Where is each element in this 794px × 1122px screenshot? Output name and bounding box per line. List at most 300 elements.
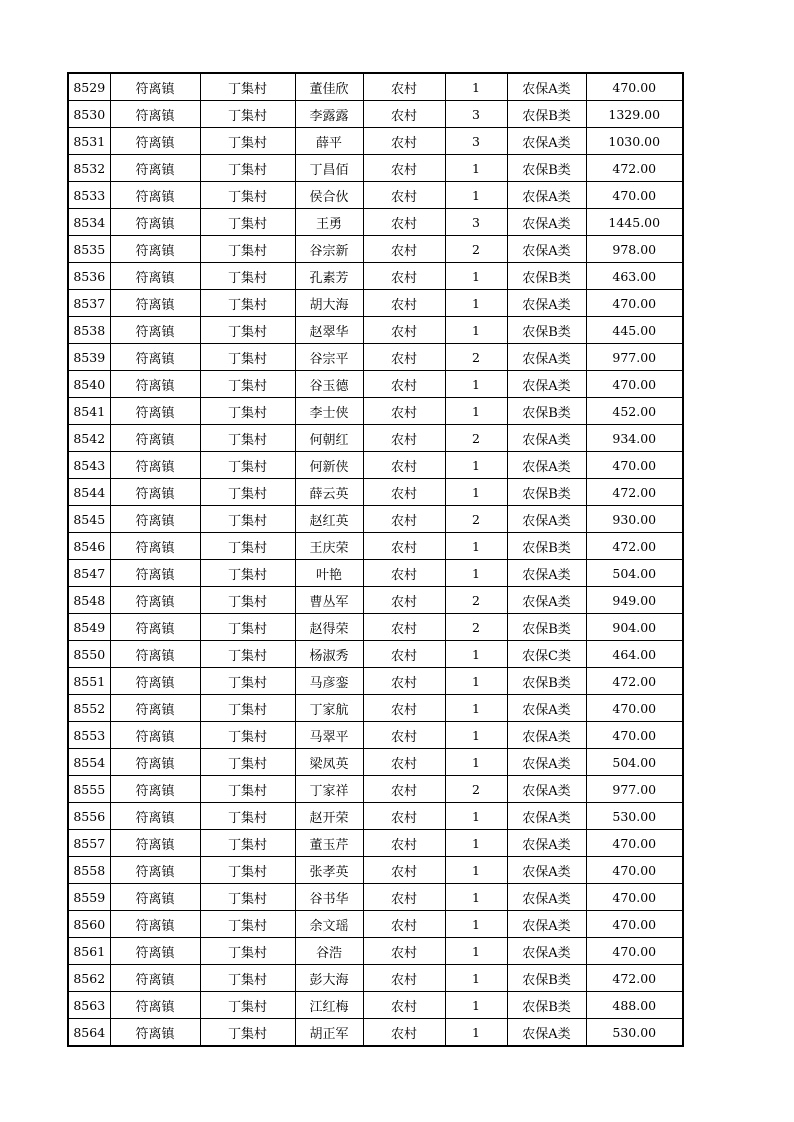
cell-count: 1: [445, 722, 507, 749]
cell-seq: 8535: [68, 236, 110, 263]
cell-village: 丁集村: [200, 803, 295, 830]
cell-category: 农保A类: [507, 803, 586, 830]
cell-seq: 8534: [68, 209, 110, 236]
cell-village: 丁集村: [200, 101, 295, 128]
cell-village: 丁集村: [200, 884, 295, 911]
cell-count: 3: [445, 209, 507, 236]
cell-type: 农村: [363, 776, 445, 803]
cell-category: 农保A类: [507, 749, 586, 776]
cell-seq: 8539: [68, 344, 110, 371]
cell-town: 符离镇: [110, 884, 200, 911]
table-row: [68, 830, 683, 857]
cell-count: 1: [445, 263, 507, 290]
cell-village: 丁集村: [200, 479, 295, 506]
cell-seq: 8546: [68, 533, 110, 560]
table-row: [68, 425, 683, 452]
cell-village: 丁集村: [200, 614, 295, 641]
cell-seq: 8559: [68, 884, 110, 911]
cell-name: 谷宗平: [295, 344, 363, 371]
cell-type: 农村: [363, 263, 445, 290]
cell-name: 赵红英: [295, 506, 363, 533]
cell-name: 张孝英: [295, 857, 363, 884]
cell-town: 符离镇: [110, 398, 200, 425]
cell-category: 农保A类: [507, 506, 586, 533]
table-row: [68, 884, 683, 911]
cell-village: 丁集村: [200, 992, 295, 1019]
cell-seq: 8529: [68, 73, 110, 101]
cell-name: 谷宗新: [295, 236, 363, 263]
cell-town: 符离镇: [110, 479, 200, 506]
cell-count: 1: [445, 533, 507, 560]
cell-type: 农村: [363, 290, 445, 317]
cell-count: 1: [445, 479, 507, 506]
cell-name: 何朝红: [295, 425, 363, 452]
cell-category: 农保A类: [507, 73, 586, 101]
cell-village: 丁集村: [200, 533, 295, 560]
cell-category: 农保B类: [507, 263, 586, 290]
table-row: [68, 965, 683, 992]
cell-category: 农保B类: [507, 965, 586, 992]
cell-town: 符离镇: [110, 371, 200, 398]
cell-type: 农村: [363, 506, 445, 533]
cell-name: 丁家航: [295, 695, 363, 722]
cell-amount: 470.00: [586, 371, 683, 398]
cell-count: 1: [445, 398, 507, 425]
cell-type: 农村: [363, 155, 445, 182]
cell-amount: 464.00: [586, 641, 683, 668]
cell-amount: 470.00: [586, 695, 683, 722]
cell-seq: 8537: [68, 290, 110, 317]
table-row: [68, 73, 683, 101]
cell-type: 农村: [363, 479, 445, 506]
cell-town: 符离镇: [110, 344, 200, 371]
cell-category: 农保A类: [507, 1019, 586, 1047]
cell-town: 符离镇: [110, 182, 200, 209]
cell-category: 农保B类: [507, 101, 586, 128]
cell-village: 丁集村: [200, 263, 295, 290]
cell-type: 农村: [363, 884, 445, 911]
cell-category: 农保B类: [507, 479, 586, 506]
cell-category: 农保B类: [507, 155, 586, 182]
cell-seq: 8555: [68, 776, 110, 803]
cell-village: 丁集村: [200, 965, 295, 992]
cell-count: 2: [445, 425, 507, 452]
cell-name: 胡大海: [295, 290, 363, 317]
data-table: [67, 72, 684, 1047]
cell-count: 1: [445, 695, 507, 722]
cell-name: 薛云英: [295, 479, 363, 506]
cell-name: 丁昌佰: [295, 155, 363, 182]
cell-category: 农保A类: [507, 290, 586, 317]
cell-amount: 445.00: [586, 317, 683, 344]
table-row: [68, 722, 683, 749]
cell-count: 1: [445, 857, 507, 884]
cell-type: 农村: [363, 128, 445, 155]
cell-amount: 978.00: [586, 236, 683, 263]
cell-type: 农村: [363, 344, 445, 371]
table-row: [68, 749, 683, 776]
cell-category: 农保A类: [507, 560, 586, 587]
cell-count: 1: [445, 1019, 507, 1047]
cell-name: 谷浩: [295, 938, 363, 965]
cell-type: 农村: [363, 722, 445, 749]
cell-village: 丁集村: [200, 1019, 295, 1047]
cell-name: 胡正军: [295, 1019, 363, 1047]
cell-name: 马彦銮: [295, 668, 363, 695]
cell-amount: 470.00: [586, 911, 683, 938]
cell-town: 符离镇: [110, 1019, 200, 1047]
cell-count: 1: [445, 668, 507, 695]
table-row: [68, 182, 683, 209]
cell-seq: 8564: [68, 1019, 110, 1047]
cell-seq: 8551: [68, 668, 110, 695]
cell-count: 1: [445, 371, 507, 398]
cell-category: 农保A类: [507, 128, 586, 155]
cell-category: 农保B类: [507, 614, 586, 641]
table-row: [68, 101, 683, 128]
cell-count: 2: [445, 776, 507, 803]
cell-category: 农保B类: [507, 992, 586, 1019]
cell-seq: 8540: [68, 371, 110, 398]
cell-name: 王庆荣: [295, 533, 363, 560]
cell-town: 符离镇: [110, 209, 200, 236]
cell-seq: 8538: [68, 317, 110, 344]
cell-count: 1: [445, 73, 507, 101]
cell-type: 农村: [363, 749, 445, 776]
cell-type: 农村: [363, 452, 445, 479]
cell-type: 农村: [363, 182, 445, 209]
cell-name: 谷玉德: [295, 371, 363, 398]
cell-amount: 472.00: [586, 965, 683, 992]
cell-village: 丁集村: [200, 668, 295, 695]
cell-seq: 8557: [68, 830, 110, 857]
cell-count: 2: [445, 587, 507, 614]
cell-town: 符离镇: [110, 857, 200, 884]
cell-amount: 904.00: [586, 614, 683, 641]
cell-amount: 472.00: [586, 155, 683, 182]
cell-amount: 930.00: [586, 506, 683, 533]
cell-count: 1: [445, 290, 507, 317]
cell-type: 农村: [363, 830, 445, 857]
cell-count: 1: [445, 830, 507, 857]
cell-type: 农村: [363, 371, 445, 398]
cell-amount: 977.00: [586, 344, 683, 371]
cell-seq: 8550: [68, 641, 110, 668]
cell-town: 符离镇: [110, 101, 200, 128]
cell-count: 1: [445, 749, 507, 776]
cell-village: 丁集村: [200, 560, 295, 587]
cell-seq: 8556: [68, 803, 110, 830]
cell-name: 马翠平: [295, 722, 363, 749]
cell-amount: 504.00: [586, 749, 683, 776]
table-row: [68, 587, 683, 614]
cell-town: 符离镇: [110, 128, 200, 155]
cell-count: 1: [445, 155, 507, 182]
cell-amount: 470.00: [586, 452, 683, 479]
cell-town: 符离镇: [110, 641, 200, 668]
cell-type: 农村: [363, 425, 445, 452]
table-row: [68, 263, 683, 290]
cell-village: 丁集村: [200, 641, 295, 668]
cell-type: 农村: [363, 317, 445, 344]
cell-name: 梁凤英: [295, 749, 363, 776]
cell-seq: 8552: [68, 695, 110, 722]
cell-amount: 472.00: [586, 533, 683, 560]
table-row: [68, 803, 683, 830]
cell-amount: 530.00: [586, 803, 683, 830]
cell-town: 符离镇: [110, 452, 200, 479]
cell-type: 农村: [363, 695, 445, 722]
cell-town: 符离镇: [110, 803, 200, 830]
cell-type: 农村: [363, 938, 445, 965]
cell-category: 农保A类: [507, 722, 586, 749]
table-row: [68, 155, 683, 182]
cell-name: 董佳欣: [295, 73, 363, 101]
cell-amount: 472.00: [586, 479, 683, 506]
cell-seq: 8563: [68, 992, 110, 1019]
cell-amount: 934.00: [586, 425, 683, 452]
cell-category: 农保A类: [507, 695, 586, 722]
cell-town: 符离镇: [110, 236, 200, 263]
cell-village: 丁集村: [200, 128, 295, 155]
table-row: [68, 533, 683, 560]
cell-name: 谷书华: [295, 884, 363, 911]
cell-amount: 470.00: [586, 857, 683, 884]
cell-category: 农保A类: [507, 938, 586, 965]
cell-village: 丁集村: [200, 155, 295, 182]
cell-name: 叶艳: [295, 560, 363, 587]
cell-seq: 8554: [68, 749, 110, 776]
table-row: [68, 938, 683, 965]
cell-count: 1: [445, 911, 507, 938]
cell-seq: 8548: [68, 587, 110, 614]
cell-village: 丁集村: [200, 398, 295, 425]
cell-type: 农村: [363, 73, 445, 101]
cell-village: 丁集村: [200, 290, 295, 317]
cell-village: 丁集村: [200, 317, 295, 344]
cell-amount: 977.00: [586, 776, 683, 803]
cell-name: 江红梅: [295, 992, 363, 1019]
cell-type: 农村: [363, 560, 445, 587]
cell-name: 何新侠: [295, 452, 363, 479]
cell-town: 符离镇: [110, 992, 200, 1019]
cell-category: 农保B类: [507, 533, 586, 560]
cell-town: 符离镇: [110, 695, 200, 722]
cell-seq: 8533: [68, 182, 110, 209]
cell-count: 1: [445, 182, 507, 209]
cell-amount: 949.00: [586, 587, 683, 614]
cell-type: 农村: [363, 641, 445, 668]
cell-village: 丁集村: [200, 209, 295, 236]
table-row: [68, 398, 683, 425]
cell-town: 符离镇: [110, 317, 200, 344]
cell-town: 符离镇: [110, 938, 200, 965]
cell-village: 丁集村: [200, 506, 295, 533]
cell-count: 1: [445, 884, 507, 911]
table-row: [68, 236, 683, 263]
cell-village: 丁集村: [200, 695, 295, 722]
cell-count: 1: [445, 965, 507, 992]
cell-category: 农保A类: [507, 884, 586, 911]
cell-count: 3: [445, 101, 507, 128]
cell-seq: 8558: [68, 857, 110, 884]
cell-name: 丁家祥: [295, 776, 363, 803]
cell-village: 丁集村: [200, 587, 295, 614]
cell-category: 农保A类: [507, 587, 586, 614]
cell-town: 符离镇: [110, 722, 200, 749]
cell-town: 符离镇: [110, 155, 200, 182]
table-row: [68, 992, 683, 1019]
table-row: [68, 344, 683, 371]
cell-count: 2: [445, 506, 507, 533]
cell-town: 符离镇: [110, 776, 200, 803]
cell-seq: 8560: [68, 911, 110, 938]
cell-town: 符离镇: [110, 614, 200, 641]
cell-count: 1: [445, 938, 507, 965]
cell-type: 农村: [363, 398, 445, 425]
cell-category: 农保B类: [507, 398, 586, 425]
cell-seq: 8547: [68, 560, 110, 587]
cell-amount: 472.00: [586, 668, 683, 695]
table-row: [68, 479, 683, 506]
cell-count: 1: [445, 641, 507, 668]
cell-count: 2: [445, 614, 507, 641]
cell-type: 农村: [363, 803, 445, 830]
cell-amount: 452.00: [586, 398, 683, 425]
cell-village: 丁集村: [200, 911, 295, 938]
cell-type: 农村: [363, 992, 445, 1019]
table-row: [68, 668, 683, 695]
cell-type: 农村: [363, 101, 445, 128]
cell-count: 2: [445, 236, 507, 263]
cell-amount: 1030.00: [586, 128, 683, 155]
cell-name: 薛平: [295, 128, 363, 155]
cell-category: 农保B类: [507, 668, 586, 695]
cell-name: 孔素芳: [295, 263, 363, 290]
cell-name: 李士侠: [295, 398, 363, 425]
cell-village: 丁集村: [200, 73, 295, 101]
cell-type: 农村: [363, 911, 445, 938]
cell-category: 农保A类: [507, 776, 586, 803]
cell-name: 杨淑秀: [295, 641, 363, 668]
cell-amount: 463.00: [586, 263, 683, 290]
cell-town: 符离镇: [110, 263, 200, 290]
table-row: [68, 452, 683, 479]
table-row: [68, 695, 683, 722]
cell-type: 农村: [363, 587, 445, 614]
cell-name: 董玉芹: [295, 830, 363, 857]
cell-name: 赵开荣: [295, 803, 363, 830]
cell-amount: 488.00: [586, 992, 683, 1019]
cell-village: 丁集村: [200, 371, 295, 398]
cell-amount: 504.00: [586, 560, 683, 587]
cell-village: 丁集村: [200, 938, 295, 965]
cell-village: 丁集村: [200, 749, 295, 776]
cell-village: 丁集村: [200, 857, 295, 884]
cell-seq: 8544: [68, 479, 110, 506]
cell-name: 余文瑶: [295, 911, 363, 938]
cell-count: 3: [445, 128, 507, 155]
cell-type: 农村: [363, 857, 445, 884]
cell-category: 农保A类: [507, 857, 586, 884]
cell-village: 丁集村: [200, 452, 295, 479]
cell-town: 符离镇: [110, 73, 200, 101]
cell-amount: 1445.00: [586, 209, 683, 236]
cell-count: 1: [445, 317, 507, 344]
cell-amount: 470.00: [586, 830, 683, 857]
cell-type: 农村: [363, 668, 445, 695]
cell-name: 赵得荣: [295, 614, 363, 641]
cell-count: 1: [445, 560, 507, 587]
cell-amount: 470.00: [586, 884, 683, 911]
cell-amount: 530.00: [586, 1019, 683, 1047]
cell-name: 彭大海: [295, 965, 363, 992]
cell-name: 李露露: [295, 101, 363, 128]
cell-town: 符离镇: [110, 560, 200, 587]
cell-town: 符离镇: [110, 965, 200, 992]
table-row: [68, 614, 683, 641]
cell-amount: 470.00: [586, 290, 683, 317]
cell-category: 农保A类: [507, 236, 586, 263]
cell-town: 符离镇: [110, 506, 200, 533]
cell-count: 1: [445, 803, 507, 830]
cell-seq: 8531: [68, 128, 110, 155]
cell-category: 农保A类: [507, 182, 586, 209]
cell-seq: 8530: [68, 101, 110, 128]
cell-village: 丁集村: [200, 344, 295, 371]
cell-town: 符离镇: [110, 587, 200, 614]
cell-village: 丁集村: [200, 425, 295, 452]
cell-town: 符离镇: [110, 425, 200, 452]
cell-town: 符离镇: [110, 911, 200, 938]
cell-count: 2: [445, 344, 507, 371]
cell-type: 农村: [363, 1019, 445, 1047]
cell-amount: 470.00: [586, 938, 683, 965]
cell-seq: 8536: [68, 263, 110, 290]
cell-category: 农保B类: [507, 317, 586, 344]
cell-seq: 8532: [68, 155, 110, 182]
cell-category: 农保A类: [507, 452, 586, 479]
cell-town: 符离镇: [110, 830, 200, 857]
cell-seq: 8561: [68, 938, 110, 965]
cell-town: 符离镇: [110, 668, 200, 695]
cell-village: 丁集村: [200, 776, 295, 803]
cell-seq: 8553: [68, 722, 110, 749]
cell-amount: 470.00: [586, 722, 683, 749]
cell-type: 农村: [363, 965, 445, 992]
cell-amount: 470.00: [586, 73, 683, 101]
cell-village: 丁集村: [200, 182, 295, 209]
cell-seq: 8543: [68, 452, 110, 479]
cell-village: 丁集村: [200, 722, 295, 749]
cell-name: 赵翠华: [295, 317, 363, 344]
cell-count: 1: [445, 452, 507, 479]
table-row: [68, 641, 683, 668]
cell-town: 符离镇: [110, 290, 200, 317]
table-row: [68, 560, 683, 587]
table-row: [68, 209, 683, 236]
table-row: [68, 911, 683, 938]
cell-town: 符离镇: [110, 749, 200, 776]
table-row: [68, 317, 683, 344]
cell-village: 丁集村: [200, 830, 295, 857]
cell-category: 农保A类: [507, 344, 586, 371]
table-row: [68, 290, 683, 317]
table-row: [68, 1019, 683, 1047]
cell-type: 农村: [363, 209, 445, 236]
table-row: [68, 371, 683, 398]
cell-name: 侯合伙: [295, 182, 363, 209]
